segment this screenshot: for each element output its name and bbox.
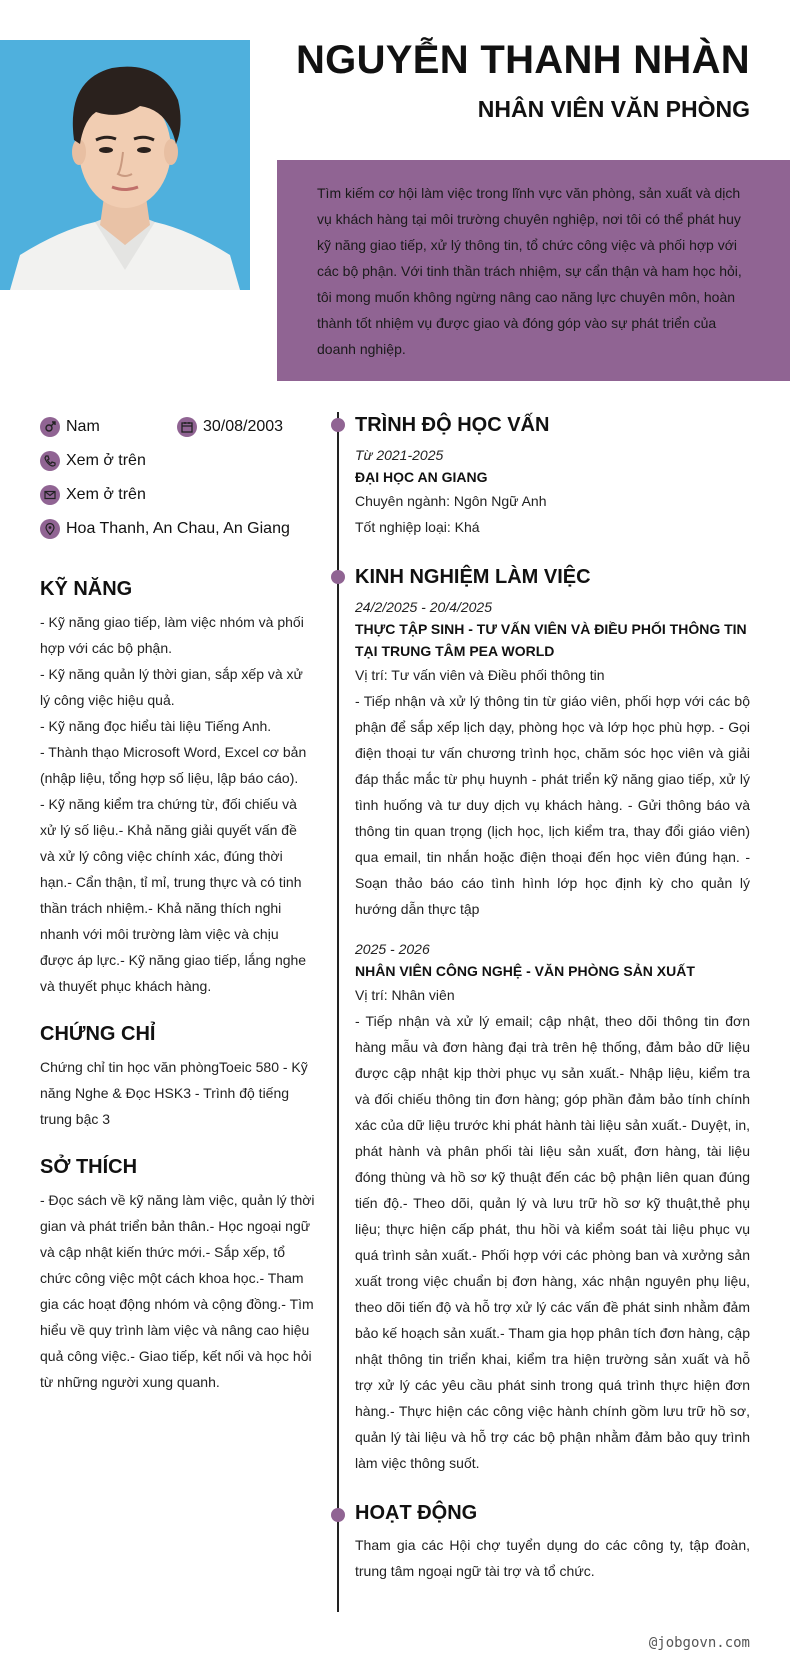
experience-company: THỰC TẬP SINH - TƯ VẤN VIÊN VÀ ĐIỀU PHỐI THÔNG TIN TẠI TRUNG TÂM PEA WORLD [355,621,747,659]
profile-photo [0,40,250,290]
skill-item: - Kỹ năng đọc hiểu tài liệu Tiếng Anh. [40,718,272,734]
education-section [355,410,750,540]
experience-position: Vị trí: Tư vấn viên và Điều phối thông tin [355,667,605,683]
experience-company: NHÂN VIÊN CÔNG NGHỆ - VĂN PHÒNG SẢN XUẤT [355,963,695,979]
gender-value: Nam [66,418,100,435]
career-objective-box [277,160,790,381]
email-value: Xem ở trên [66,486,146,503]
education-major: Chuyên ngành: Ngôn Ngữ Anh [355,493,547,509]
education-school: ĐẠI HỌC AN GIANG [355,469,488,485]
skills-heading: KỸ NĂNG [40,578,133,600]
phone-value: Xem ở trên [66,452,146,469]
timeline-dot-education [331,418,345,432]
contact-row-email [40,478,315,512]
experience-entry [355,596,750,922]
mail-icon [40,485,60,505]
education-grade: Tốt nghiệp loại: Khá [355,519,480,535]
education-heading: TRÌNH ĐỘ HỌC VẤN [355,414,550,436]
dob-value: 30/08/2003 [203,418,284,435]
address-value: Hoa Thanh, An Chau, An Giang [66,520,290,537]
skill-item: - Kỹ năng kiểm tra chứng từ, đối chiếu và xử lý số liệu.- Khả năng giải quyết vấn đề và xử lý công việc chính xác, đúng thời hạn.- Cẩn thận, tỉ mỉ, trung thực và có tinh thần trách nhiệm.- Khả năng thích nghi nhanh với môi trường làm việc và chịu được áp lực.- Kỹ năng giao tiếp, lắng nghe và thuyết phục khách hàng. [40,796,307,994]
job-title: NHÂN VIÊN VĂN PHÒNG [477,96,750,122]
location-icon [40,519,60,539]
gender-icon [40,417,60,437]
skill-item: - Thành thạo Microsoft Word, Excel cơ bản (nhập liệu, tổng hợp số liệu, lập báo cáo). [40,744,307,786]
experience-description: - Tiếp nhận và xử lý thông tin từ giáo viên, phối hợp với các bộ phận để sắp xếp lịch dạy, phòng học và lớp học phù hợp. - Gọi điện thoại tư vấn chương trình học, chăm sóc học viên và giải đáp thắc mắc từ phụ huynh - phát triển kỹ năng giao tiếp, xử lý tình huống và tư duy dịch vụ khách hàng. - Gửi thông báo và thông tin quan trọng (lịch học, lịch kiểm tra, thay đổi giáo viên) qua email, tin nhắn hoặc điện thoại đến học viên đúng hạn. - Soạn thảo báo cáo tình hình lớp học định kỳ cho quản lý hướng dẫn thực tập [355,693,750,917]
hobbies-heading: SỞ THÍCH [40,1156,138,1178]
right-column [355,410,750,1606]
hobbies-text: - Đọc sách về kỹ năng làm việc, quản lý thời gian và phát triển bản thân.- Học ngoại ngữ và cập nhật kiến thức mới.- Sắp xếp, tổ chức công việc một cách khoa học.- Tham gia các hoạt động nhóm và cộng đồng.- Tìm hiểu về quy trình làm việc và nâng cao hiệu quả công việc.- Giao tiếp, kết nối và học hỏi từ những người xung quanh. [40,1192,315,1390]
skills-list [40,609,315,999]
education-date: Từ 2021-2025 [355,447,444,463]
timeline-line [337,412,339,1612]
activities-text: Tham gia các Hội chợ tuyển dụng do các công ty, tập đoàn, trung tâm ngoại ngữ tài trợ và tổ chức. [355,1537,750,1579]
skill-item: - Kỹ năng quản lý thời gian, sắp xếp và xử lý công việc hiệu quả. [40,666,303,708]
timeline-dot-experience [331,570,345,584]
contact-row-gender-dob [40,410,315,444]
experience-entry [355,938,750,1476]
activities-section [355,1498,750,1584]
phone-icon [40,451,60,471]
experience-section [355,562,750,1476]
contact-dob [177,417,283,437]
experience-date: 24/2/2025 - 20/4/2025 [355,599,493,615]
contact-row-address [40,512,315,546]
contact-row-phone [40,444,315,478]
watermark-text: @jobgovn.com [648,1635,750,1651]
candidate-name: NGUYỄN THANH NHÀN [296,38,750,82]
experience-position: Vị trí: Nhân viên [355,987,455,1003]
skill-item: - Kỹ năng giao tiếp, làm việc nhóm và phối hợp với các bộ phận. [40,614,304,656]
experience-heading: KINH NGHIỆM LÀM VIỆC [355,566,591,588]
career-objective-text: Tìm kiếm cơ hội làm việc trong lĩnh vực văn phòng, sản xuất và dịch vụ khách hàng tại môi trường chuyên nghiệp, nơi tôi có thể phát huy kỹ năng giao tiếp, xử lý thông tin, tổ chức công việc và phối hợp với các bộ phận. Với tinh thần trách nhiệm, sự cẩn thận và ham học hỏi, tôi mong muốn không ngừng nâng cao năng lực chuyên môn, hoàn thành tốt nhiệm vụ được giao và đóng góp vào sự phát triển của doanh nghiệp. [317,185,742,357]
certificates-heading: CHỨNG CHỈ [40,1023,156,1045]
experience-description: - Tiếp nhận và xử lý email; cập nhật, theo dõi thông tin đơn hàng mẫu và đơn hàng đại trà trên hệ thống, đảm bảo dữ liệu được cập nhật kịp thời phục vụ sản xuất.- Nhập liệu, kiểm tra và đối chiếu thông tin đơn hàng; góp phần đảm bảo tính chính xác của dữ liệu trước khi phát hành tài liệu sản xuất.- Duyệt, in, phát hành và phân phối tài liệu sản xuất, đơn hàng, tài liệu đóng thùng và hồ sơ kỹ thuật đến các bộ phận liên quan đúng tiến độ.- Theo dõi, quản lý và lưu trữ hồ sơ kỹ thuật,thẻ phụ liệu; thực hiện cấp phát, thu hồi và kiểm soát tài liệu phục vụ quá trình sản xuất.- Phối hợp với các phòng ban và xưởng sản xuất trong việc chuẩn bị đơn hàng, xác nhận nguyên phụ liệu, theo dõi tiến độ và hỗ trợ xử lý các vấn đề phát sinh nhằm đảm bảo kế hoạch sản xuất.- Tham gia họp phân tích đơn hàng, cập nhật thông tin triển khai, kiểm tra hiện trường sản xuất và hỗ trợ xử lý các yêu cầu phát sinh trong quá trình thực hiện đơn hàng.- Thực hiện các công việc hành chính gồm lưu trữ hồ sơ, quản lý tài liệu và hỗ trợ các bộ phận nhằm đảm bảo quy trình làm việc thông suốt. [355,1013,750,1471]
left-column [40,410,315,1395]
activities-heading: HOẠT ĐỘNG [355,1502,478,1524]
experience-date: 2025 - 2026 [355,941,430,957]
timeline-dot-activities [331,1508,345,1522]
contact-gender [40,417,177,437]
calendar-icon [177,417,197,437]
certificates-text: Chứng chỉ tin học văn phòngToeic 580 - Kỹ năng Nghe & Đọc HSK3 - Trình độ tiếng trung bậc 3 [40,1059,308,1127]
